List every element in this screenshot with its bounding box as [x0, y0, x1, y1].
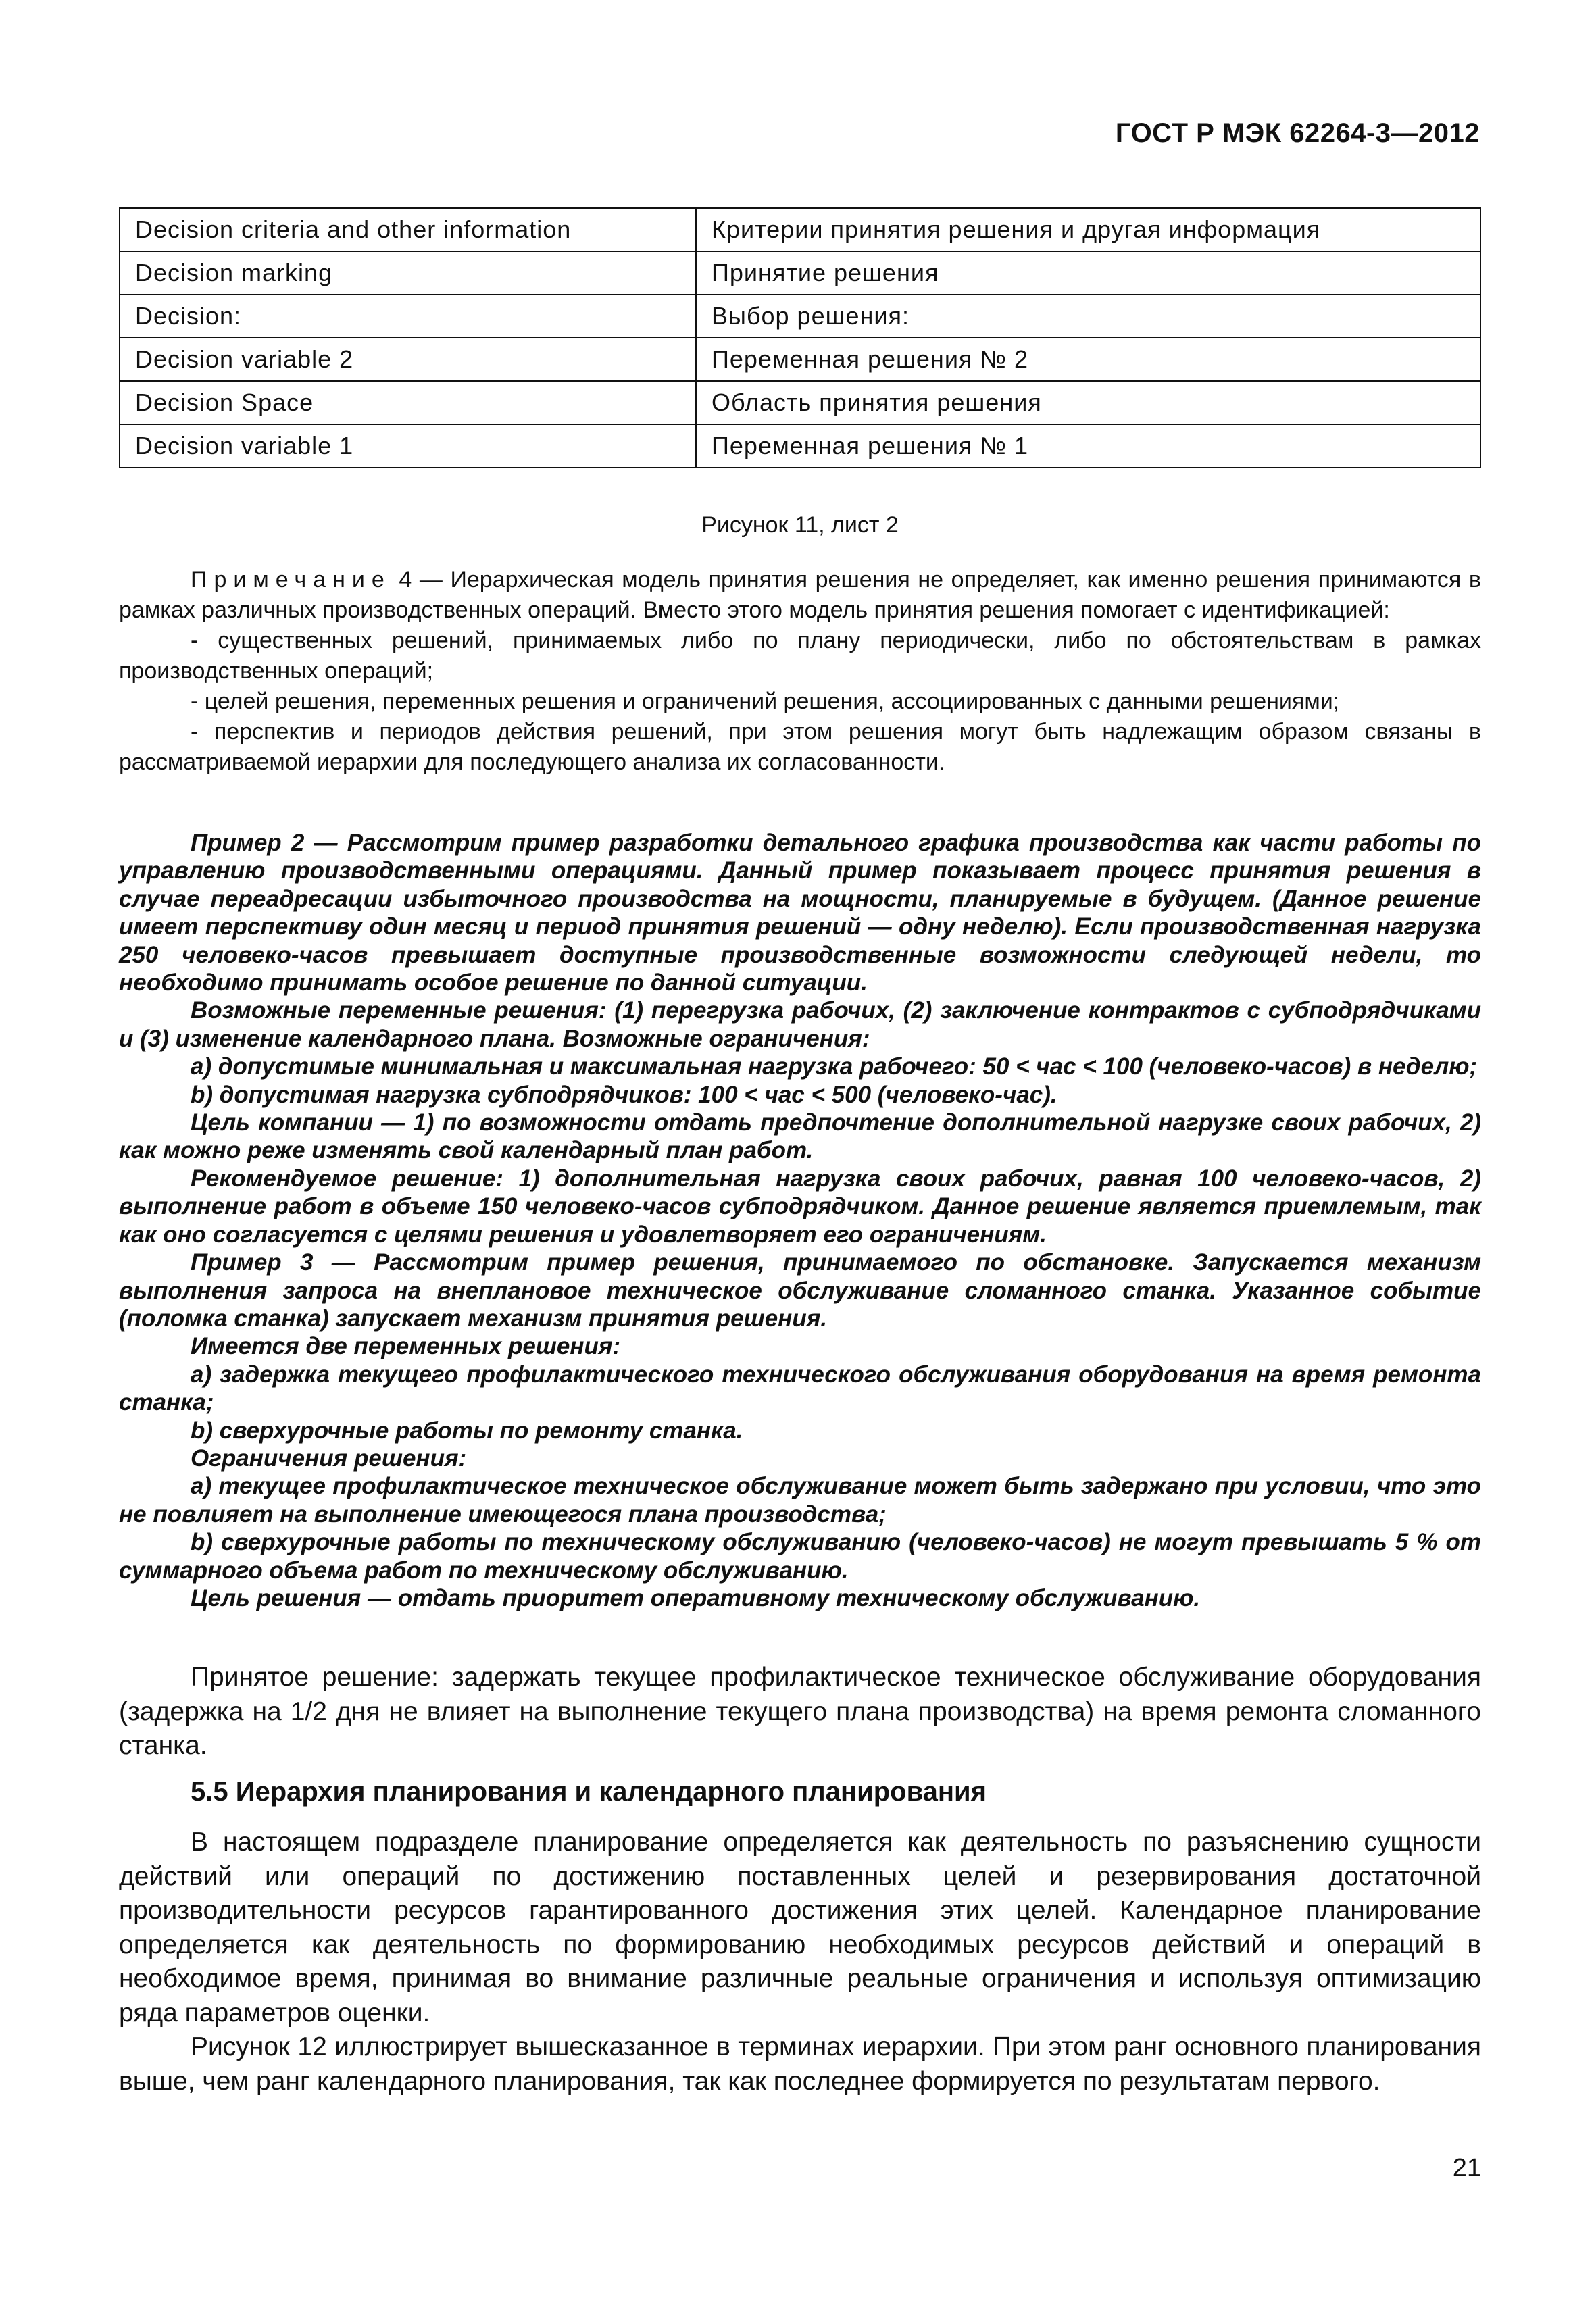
- example-paragraph: b) допустимая нагрузка субподрядчиков: 100 < час < 500 (человеко-час).: [191, 1081, 1057, 1108]
- table-row: [120, 424, 1480, 468]
- note-block: [119, 565, 1481, 778]
- table-cell-en: Decision:: [120, 295, 696, 338]
- body-paragraph: В настоящем подразделе планирование определяется как деятельность по разъяснению сущности действий или операций по достижению поставленных целей и резервирования достаточной производительности ресурсов гарантированного достижения этих целей. Календарное планирование определяется как деятельность по формированию необходимых ресурсов действий и операций в необходимое время, принимая во внимание различные реальные ограничения и используя оптимизацию ряда параметров оценки.: [119, 1828, 1481, 2028]
- table-cell-ru: Область принятия решения: [696, 381, 1480, 424]
- figure-caption: Рисунок 11, лист 2: [701, 512, 899, 538]
- page-number: 21: [1452, 2154, 1481, 2182]
- table-cell-en: Decision variable 1: [120, 424, 696, 468]
- section-body: [119, 1826, 1481, 2098]
- table-cell-en: Decision criteria and other information: [120, 208, 696, 251]
- note-label: Примечание: [191, 567, 391, 593]
- section-heading: 5.5 Иерархия планирования и календарного планирования: [191, 1777, 987, 1807]
- note-item: - существенных решений, принимаемых либо по плану периодически, либо по обстоятельствам в рамках производственных операций;: [119, 628, 1481, 684]
- table-row: [120, 208, 1480, 251]
- table-cell-ru: Критерии принятия решения и другая информация: [696, 208, 1480, 251]
- body-paragraph: Рисунок 12 иллюстрирует вышесказанное в терминах иерархии. При этом ранг основного планирования выше, чем ранг календарного планирования, так как последнее формируется по результатам первого.: [119, 2032, 1481, 2096]
- table-cell-ru: Переменная решения № 1: [696, 424, 1480, 468]
- example-paragraph: b) сверхурочные работы по ремонту станка.: [191, 1417, 743, 1444]
- example-paragraph: Возможные переменные решения: (1) перегрузка рабочих, (2) заключение контрактов с субподрядчиками и (3) изменение календарного плана. Возможные ограничения:: [119, 997, 1481, 1052]
- example-block: [119, 829, 1481, 1612]
- table-row: [120, 338, 1480, 381]
- table-cell-ru: Принятие решения: [696, 251, 1480, 295]
- table-row: [120, 251, 1480, 295]
- note-item: - целей решения, переменных решения и ограничений решения, ассоциированных с данными решениями;: [191, 688, 1340, 714]
- note-item: - перспектив и периодов действия решений, при этом решения могут быть надлежащим образом связаны в рассматриваемой иерархии для последующего анализа их согласованности.: [119, 719, 1481, 775]
- table-cell-en: Decision Space: [120, 381, 696, 424]
- table-cell-ru: Выбор решения:: [696, 295, 1480, 338]
- example-paragraph: b) сверхурочные работы по техническому обслуживанию (человеко-часов) не могут превышать 5 % от суммарного объема работ по техническому обслуживанию.: [119, 1529, 1481, 1584]
- document-header: ГОСТ Р МЭК 62264-3—2012: [1115, 118, 1480, 148]
- table-row: [120, 381, 1480, 424]
- decision-paragraph: Принятое решение: задержать текущее профилактическое техническое обслуживание оборудования (задержка на 1/2 дня не влияет на выполнение текущего плана производства) на время ремонта сломанного станка.: [119, 1663, 1481, 1760]
- table-cell-en: Decision variable 2: [120, 338, 696, 381]
- example-paragraph: a) текущее профилактическое техническое обслуживание может быть задержано при условии, что это не повлияет на выполнение имеющегося плана производства;: [119, 1473, 1481, 1528]
- example-paragraph: Имеется две переменных решения:: [191, 1333, 621, 1360]
- example-paragraph: Цель компании — 1) по возможности отдать предпочтение дополнительной нагрузке своих рабочих, 2) как можно реже изменять свой календарный план работ.: [119, 1109, 1481, 1164]
- example-paragraph: a) задержка текущего профилактического технического обслуживания оборудования на время ремонта станка;: [119, 1361, 1481, 1416]
- example-paragraph: Ограничения решения:: [191, 1444, 467, 1472]
- example-paragraph: Цель решения — отдать приоритет оперативному техническому обслуживанию.: [191, 1584, 1201, 1611]
- example-paragraph: Пример 2 — Рассмотрим пример разработки детального графика производства как части работы по управлению производственными операциями. Данный пример показывает процесс принятия решения в случае переадресации избыточного производства на мощности, планируемые в будущем. (Данное решение имеет перспективу один месяц и период принятия решений — одну неделю). Если производственная нагрузка 250 человеко-часов превышает доступные производственные возможности следующей недели, то необходимо принимать особое решение по данной ситуации.: [119, 830, 1481, 997]
- example-paragraph: Пример 3 — Рассмотрим пример решения, принимаемого по обстановке. Запускается механизм выполнения запроса на внеплановое техническое обслуживание сломанного станка. Указанное событие (поломка станка) запускает механизм принятия решения.: [119, 1249, 1481, 1332]
- example-paragraph: Рекомендуемое решение: 1) дополнительная нагрузка своих рабочих, равная 100 человеко-часов, 2) выполнение работ в объеме 150 человеко-часов субподрядчиком. Данное решение является приемлемым, так как оно согласуется с целями решения и удовлетворяет его ограничениям.: [119, 1165, 1481, 1248]
- terms-table: [119, 207, 1481, 468]
- note-paragraph: [119, 565, 1481, 626]
- table-row: [120, 295, 1480, 338]
- table-cell-ru: Переменная решения № 2: [696, 338, 1480, 381]
- decision-block: [119, 1661, 1481, 1763]
- table-cell-en: Decision marking: [120, 251, 696, 295]
- example-paragraph: a) допустимые минимальная и максимальная нагрузка рабочего: 50 < час < 100 (человеко-часов) в неделю;: [191, 1053, 1478, 1080]
- note-text: 4 — Иерархическая модель принятия решения не определяет, как именно решения принимаются в рамках различных производственных операций. Вместо этого модель принятия решения помогает с идентификацией:: [119, 567, 1481, 623]
